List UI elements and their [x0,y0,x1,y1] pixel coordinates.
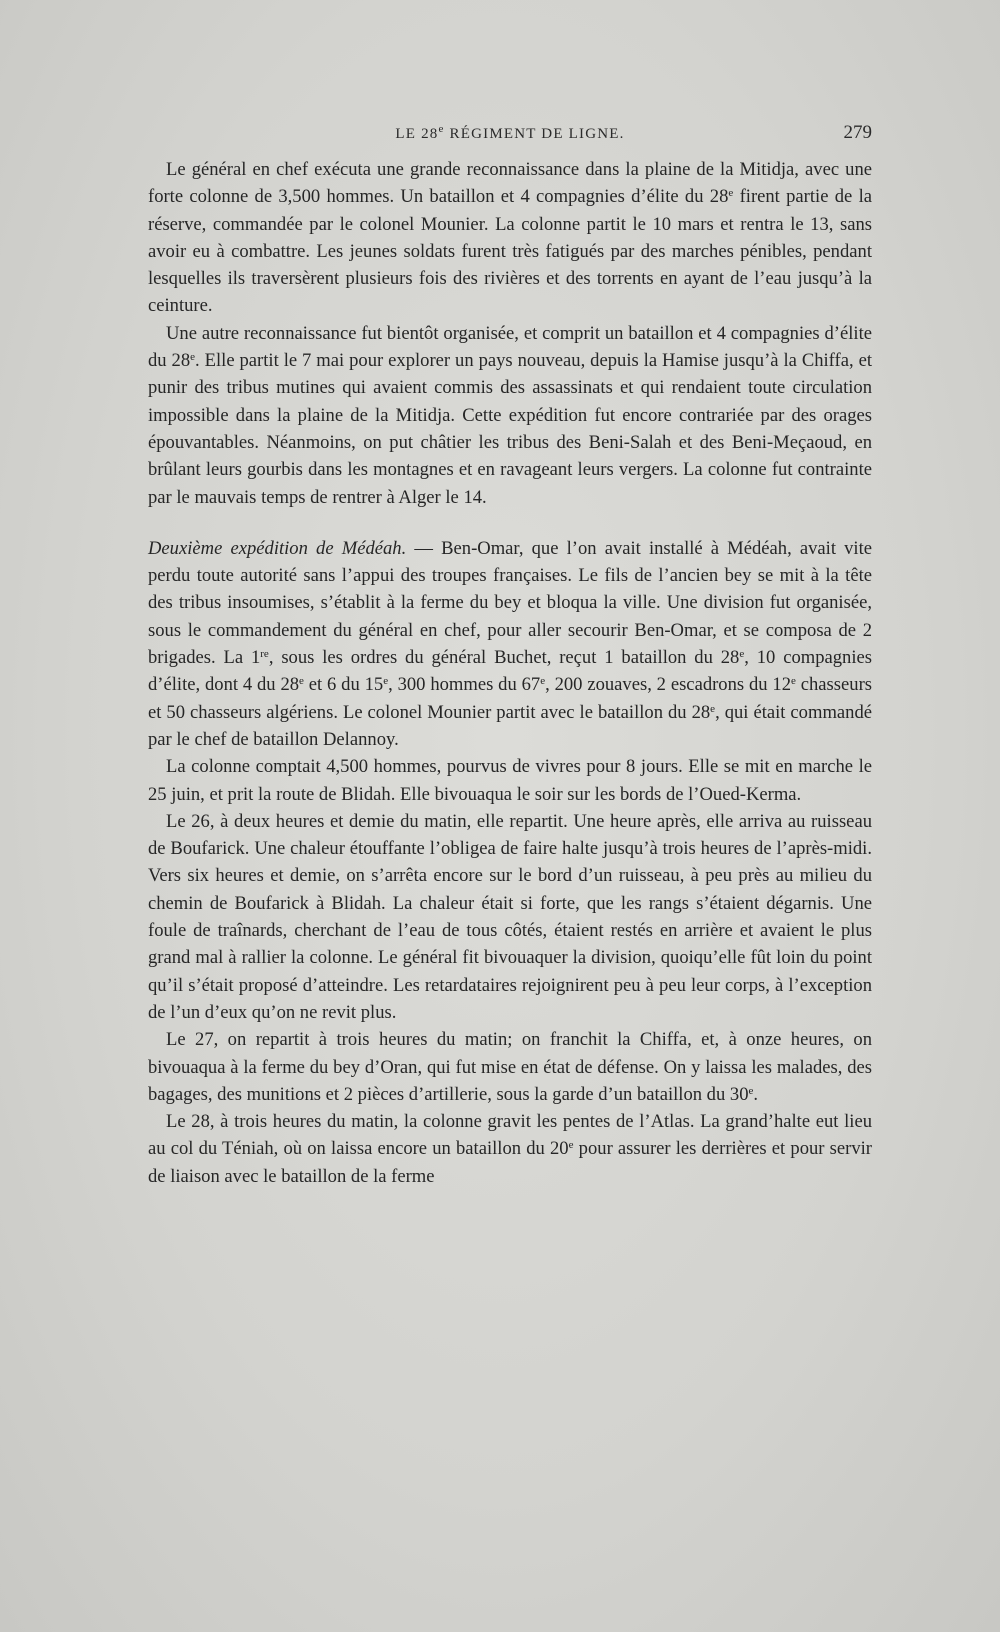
page-header [148,122,872,148]
section-title: Deuxième expédition de Médéah. [148,537,407,559]
section-paragraph [148,535,872,753]
page-number: 279 [843,122,872,143]
paragraph: Le 28, à trois heures du matin, la colonne gravit les pentes de l’Atlas. La grand’halte eut lieu au col du Téniah, où on laissa encore un bataillon du 20e pour assurer les derrières et pour servir de liaison avec le bataillon de la ferme [148,1111,872,1187]
paragraph: Le général en chef exécuta une grande reconnaissance dans la plaine de la Mitidja, avec une forte colonne de 3,500 hommes. Un bataillon et 4 compagnies d’élite du 28e firent partie de la réserve, commandée par le colonel Mounier. La colonne partit le 10 mars et rentra le 13, sans avoir eu à combattre. Les jeunes soldats furent très fatigués par des marches pénibles, pendant lesquelles ils traversèrent plusieurs fois des rivières et des torrents en ayant de l’eau jusqu’à la ceinture. [148,159,872,317]
paragraph: La colonne comptait 4,500 hommes, pourvus de vivres pour 8 jours. Elle se mit en marche le 25 juin, et prit la route de Blidah. Elle bivouaqua le soir sur les bords de l’Oued-Kerma. [148,756,872,805]
running-title: LE 28e RÉGIMENT DE LIGNE. [395,123,625,142]
body-text [148,156,872,1190]
paragraph: Une autre reconnaissance fut bientôt organisée, et comprit un bataillon et 4 compagnies d’élite du 28e. Elle partit le 7 mai pour explorer un pays nouveau, depuis la Hamise jusqu’à la Chiffa, et punir des tribus mutines qui avaient commis des assassinats et qui rendaient toute circulation impossible dans la plaine de la Mitidja. Cette expédition fut encore contrariée par des orages épouvantables. Néanmoins, on put châtier les tribus des Beni-Salah et des Beni-Meçaoud, en brûlant leurs gourbis dans les montagnes et en ravageant leurs vergers. La colonne fut contrainte par le mauvais temps de rentrer à Alger le 14. [148,322,872,508]
paragraph: Le 26, à deux heures et demie du matin, elle repartit. Une heure après, elle arriva au ruisseau de Boufarick. Une chaleur étouffante l’obligea de faire halte jusqu’à trois heures de l’après-midi. Vers six heures et demie, on s’arrêta encore sur le bord d’un ruisseau, à peu près au milieu du chemin de Boufarick à Blidah. La chaleur était si forte, que les rangs s’étaient dégarnis. Une foule de traînards, cherchant de l’eau de tous côtés, étaient restés en arrière et avaient le plus grand mal à rallier la colonne. Le général fit bivouaquer la division, quoiqu’elle fût loin du point qu’il s’était proposé d’atteindre. Les retardataires rejoignirent peu à peu leur corps, à l’exception de l’un d’eux qu’on ne revit plus. [148,810,872,1023]
section-intro: Ben-Omar, que l’on avait installé à Médéah, avait vite perdu toute autorité sans l’appui des troupes françaises. Le fils de l’ancien bey se mit à la tête des tribus insoumises, s’établit à la ferme du bey et bloqua la ville. Une division fut organisée, sous le commandement du général en chef, pour aller secourir Ben-Omar, et se composa de 2 brigades. La 1re, sous les ordres du général Buchet, reçut 1 bataillon du 28e, 10 compagnies d’élite, dont 4 du 28e et 6 du 15e, 300 hommes du 67e, 200 zouaves, 2 escadrons du 12e chasseurs et 50 chasseurs algériens. Le colonel Mounier partit avec le bataillon du 28e, qui était commandé par le chef de bataillon Delannoy. [148,537,873,750]
paragraph: Le 27, on repartit à trois heures du matin; on franchit la Chiffa, et, à onze heures, on bivouaqua à la ferme du bey d’Oran, qui fut mise en état de défense. On y laissa les malades, des bagages, des munitions et 2 pièces d’artillerie, sous la garde d’un bataillon du 30e. [148,1029,872,1105]
section-dash: — [406,537,442,559]
